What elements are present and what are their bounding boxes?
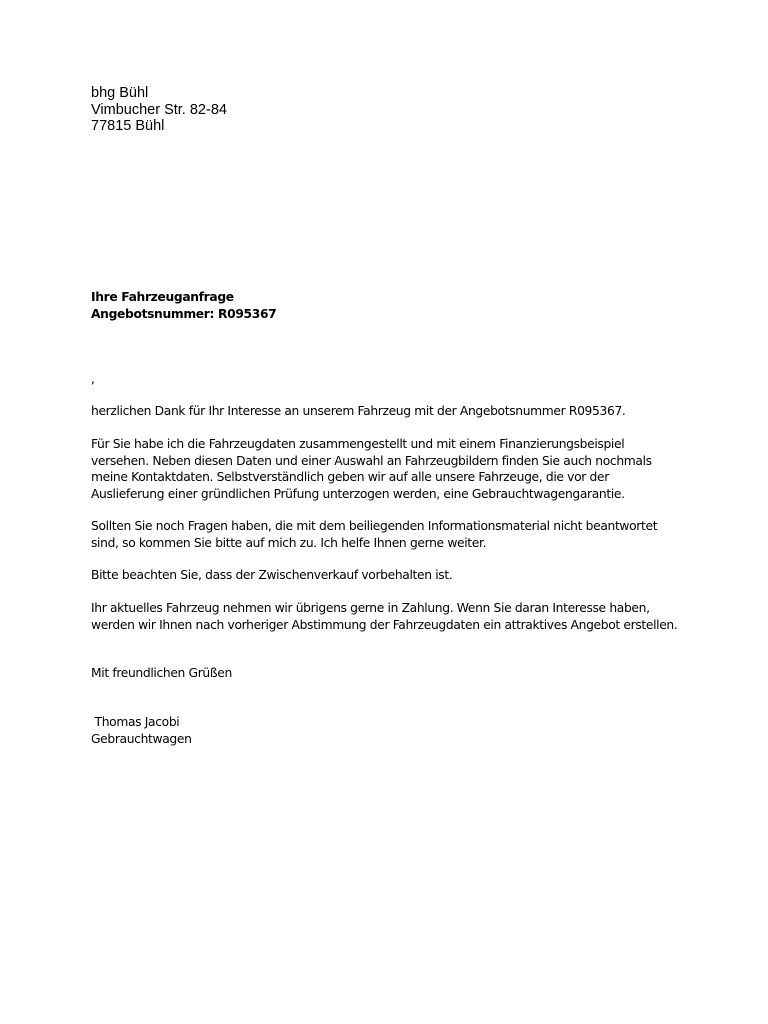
salutation: , (91, 372, 95, 386)
paragraph-thanks (91, 403, 691, 420)
signature-block (91, 714, 192, 747)
paragraph-line: werden wir Ihnen nach vorheriger Abstimmung der Fahrzeugdaten ein attraktives Angebot erstellen. (91, 617, 678, 632)
closing-greeting: Mit freundlichen Grüßen (91, 666, 232, 680)
sender-name: bhg Bühl (91, 85, 149, 101)
paragraph-vehicle-data (91, 436, 691, 502)
paragraph-trade-in (91, 600, 691, 633)
signatory-name: Thomas Jacobi (91, 715, 180, 729)
subject-title: Ihre Fahrzeuganfrage (91, 290, 234, 304)
paragraph-line: Für Sie habe ich die Fahrzeugdaten zusammengestellt und mit einem Finanzierungsbeispiel (91, 437, 625, 451)
paragraph-interim-sale (91, 567, 691, 584)
paragraph-line: Bitte beachten Sie, dass der Zwischenverkauf vorbehalten ist. (91, 568, 453, 582)
paragraph-line: sind, so kommen Sie bitte auf mich zu. Ich helfe Ihnen gerne weiter. (91, 535, 487, 550)
paragraph-line: Sollten Sie noch Fragen haben, die mit dem beiliegenden Informationsmaterial nicht beantwortet (91, 519, 658, 533)
signatory-department: Gebrauchtwagen (91, 731, 192, 746)
paragraph-questions (91, 518, 691, 551)
paragraph-line: Auslieferung einer gründlichen Prüfung unterzogen werden, eine Gebrauchtwagengarantie. (91, 486, 625, 501)
sender-street: Vimbucher Str. 82-84 (91, 101, 227, 118)
sender-city: 77815 Bühl (91, 118, 165, 134)
paragraph-line: versehen. Neben diesen Daten und einer Auswahl an Fahrzeugbildern finden Sie auch nochmals (91, 453, 652, 468)
offer-number: Angebotsnummer: R095367 (91, 306, 277, 321)
paragraph-line: herzlichen Dank für Ihr Interesse an unserem Fahrzeug mit der Angebotsnummer R095367. (91, 404, 626, 418)
subject-block (91, 289, 276, 322)
paragraph-line: meine Kontaktdaten. Selbstverständlich geben wir auf alle unsere Fahrzeuge, die vor der (91, 470, 609, 484)
sender-address (91, 85, 227, 135)
paragraph-line: Ihr aktuelles Fahrzeug nehmen wir übrigens gerne in Zahlung. Wenn Sie daran Interesse haben, (91, 601, 650, 615)
